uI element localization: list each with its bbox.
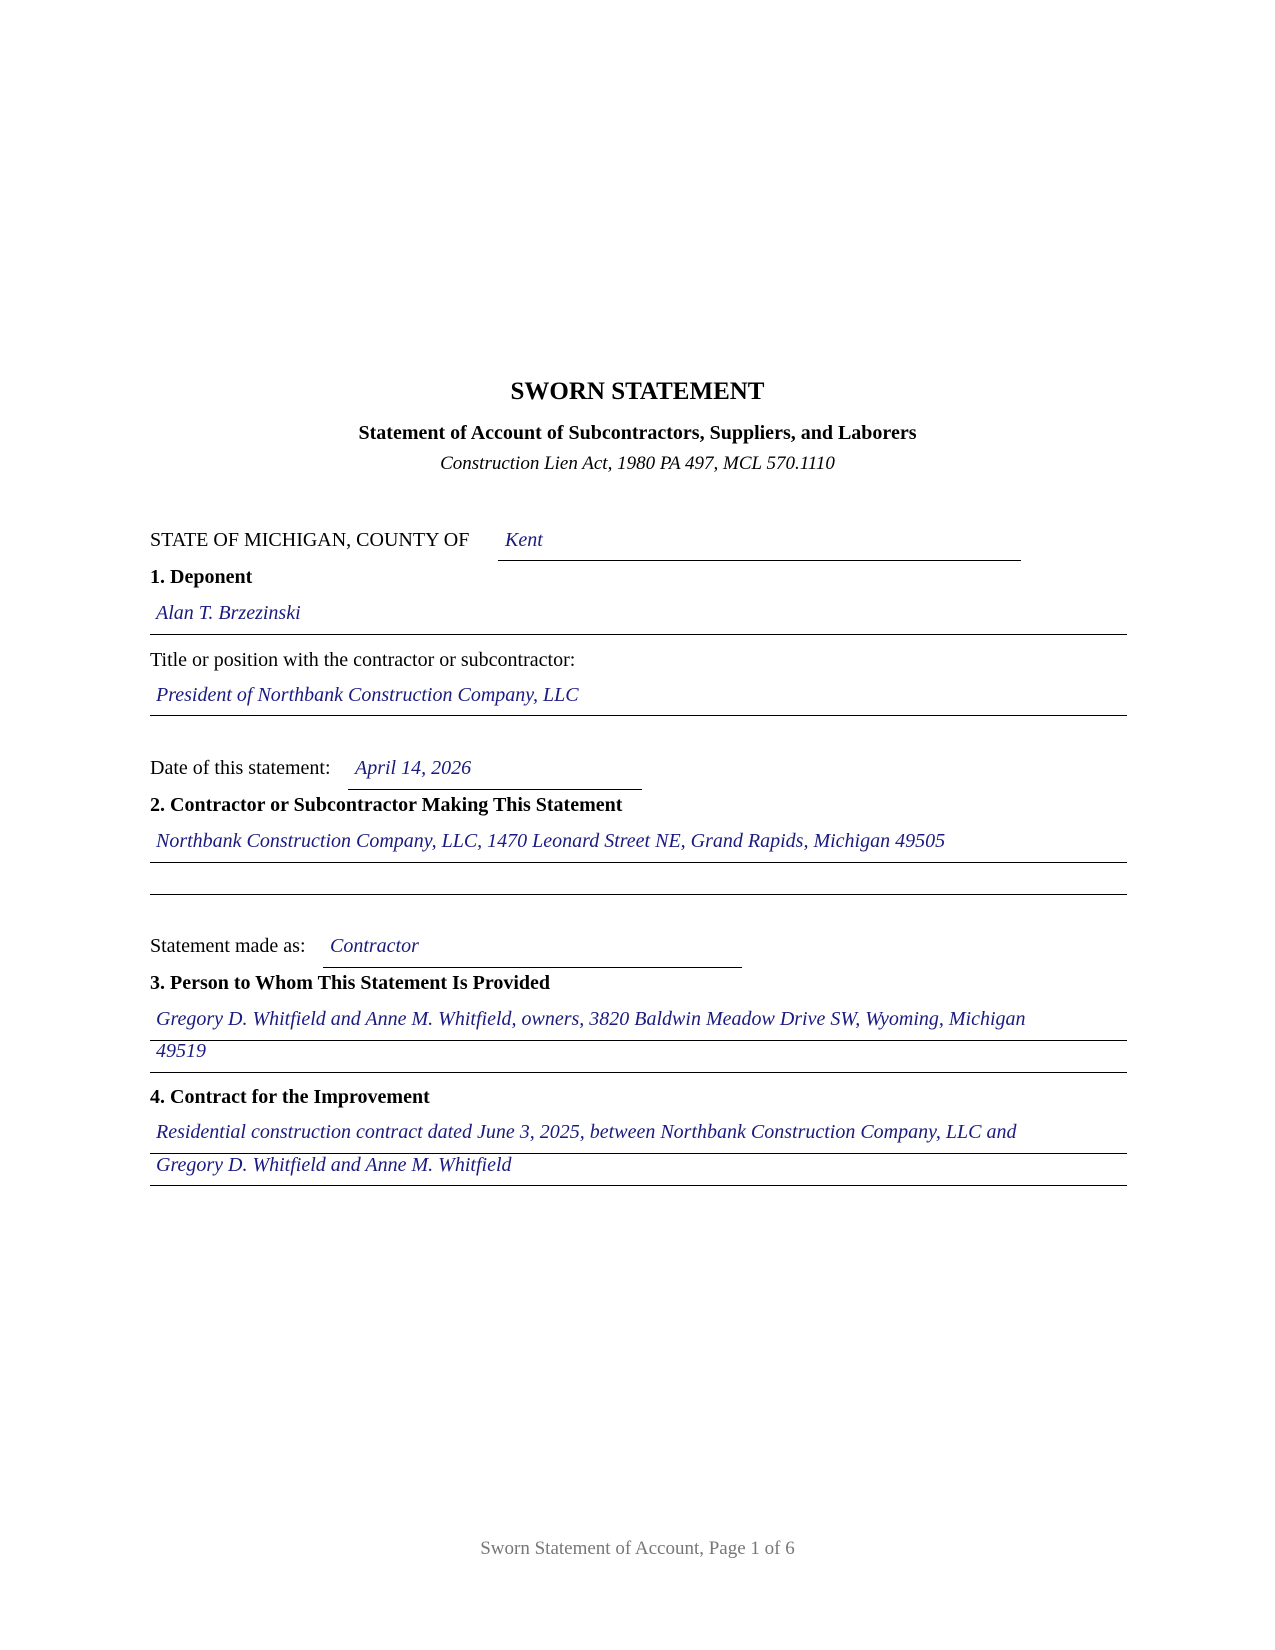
recipient-line-1-field[interactable]: Gregory D. Whitfield and Anne M. Whitfield, owners, 3820 Baldwin Meadow Drive SW, Wyoming, Michigan [156,1008,1026,1030]
deponent-name-underline [150,634,1127,635]
document-subtitle: Statement of Account of Subcontractors, Suppliers, and Laborers [358,422,917,444]
date-field[interactable]: April 14, 2026 [355,757,472,779]
section-2-heading: 2. Contractor or Subcontractor Making This Statement [150,794,623,816]
contract-line-1-field[interactable]: Residential construction contract dated June 3, 2025, between Northbank Construction Company, LLC and [156,1121,1017,1143]
recipient-line-2-underline [150,1072,1127,1073]
date-label: Date of this statement: [150,757,331,779]
date-underline [348,789,642,790]
title-position-label: Title or position with the contractor or subcontractor: [150,649,576,671]
section-3-heading: 3. Person to Whom This Statement Is Provided [150,972,551,994]
deponent-name-field[interactable]: Alan T. Brzezinski [156,602,301,624]
contractor-line-2-underline [150,894,1127,895]
recipient-line-1-underline [150,1040,1127,1041]
title-position-field[interactable]: President of Northbank Construction Company, LLC [156,684,579,706]
made-as-label: Statement made as: [150,935,306,957]
county-field[interactable]: Kent [505,529,543,551]
made-as-field[interactable]: Contractor [330,935,419,957]
statute-citation: Construction Lien Act, 1980 PA 497, MCL 570.1110 [440,453,835,474]
recipient-line-2-field[interactable]: 49519 [156,1040,206,1062]
contractor-line-1-field[interactable]: Northbank Construction Company, LLC, 1470 Leonard Street NE, Grand Rapids, Michigan 49505 [156,830,946,852]
county-label: STATE OF MICHIGAN, COUNTY OF [150,529,470,551]
made-as-underline [323,967,742,968]
contract-line-2-field[interactable]: Gregory D. Whitfield and Anne M. Whitfield [156,1154,512,1176]
contractor-line-1-underline [150,862,1127,863]
contract-line-2-underline [150,1185,1127,1186]
section-1-heading: 1. Deponent [150,566,253,588]
county-underline [498,560,1021,561]
document-title: SWORN STATEMENT [510,378,765,405]
section-4-heading: 4. Contract for the Improvement [150,1086,430,1108]
title-position-underline [150,715,1127,716]
page-footer: Sworn Statement of Account, Page 1 of 6 [480,1538,795,1559]
